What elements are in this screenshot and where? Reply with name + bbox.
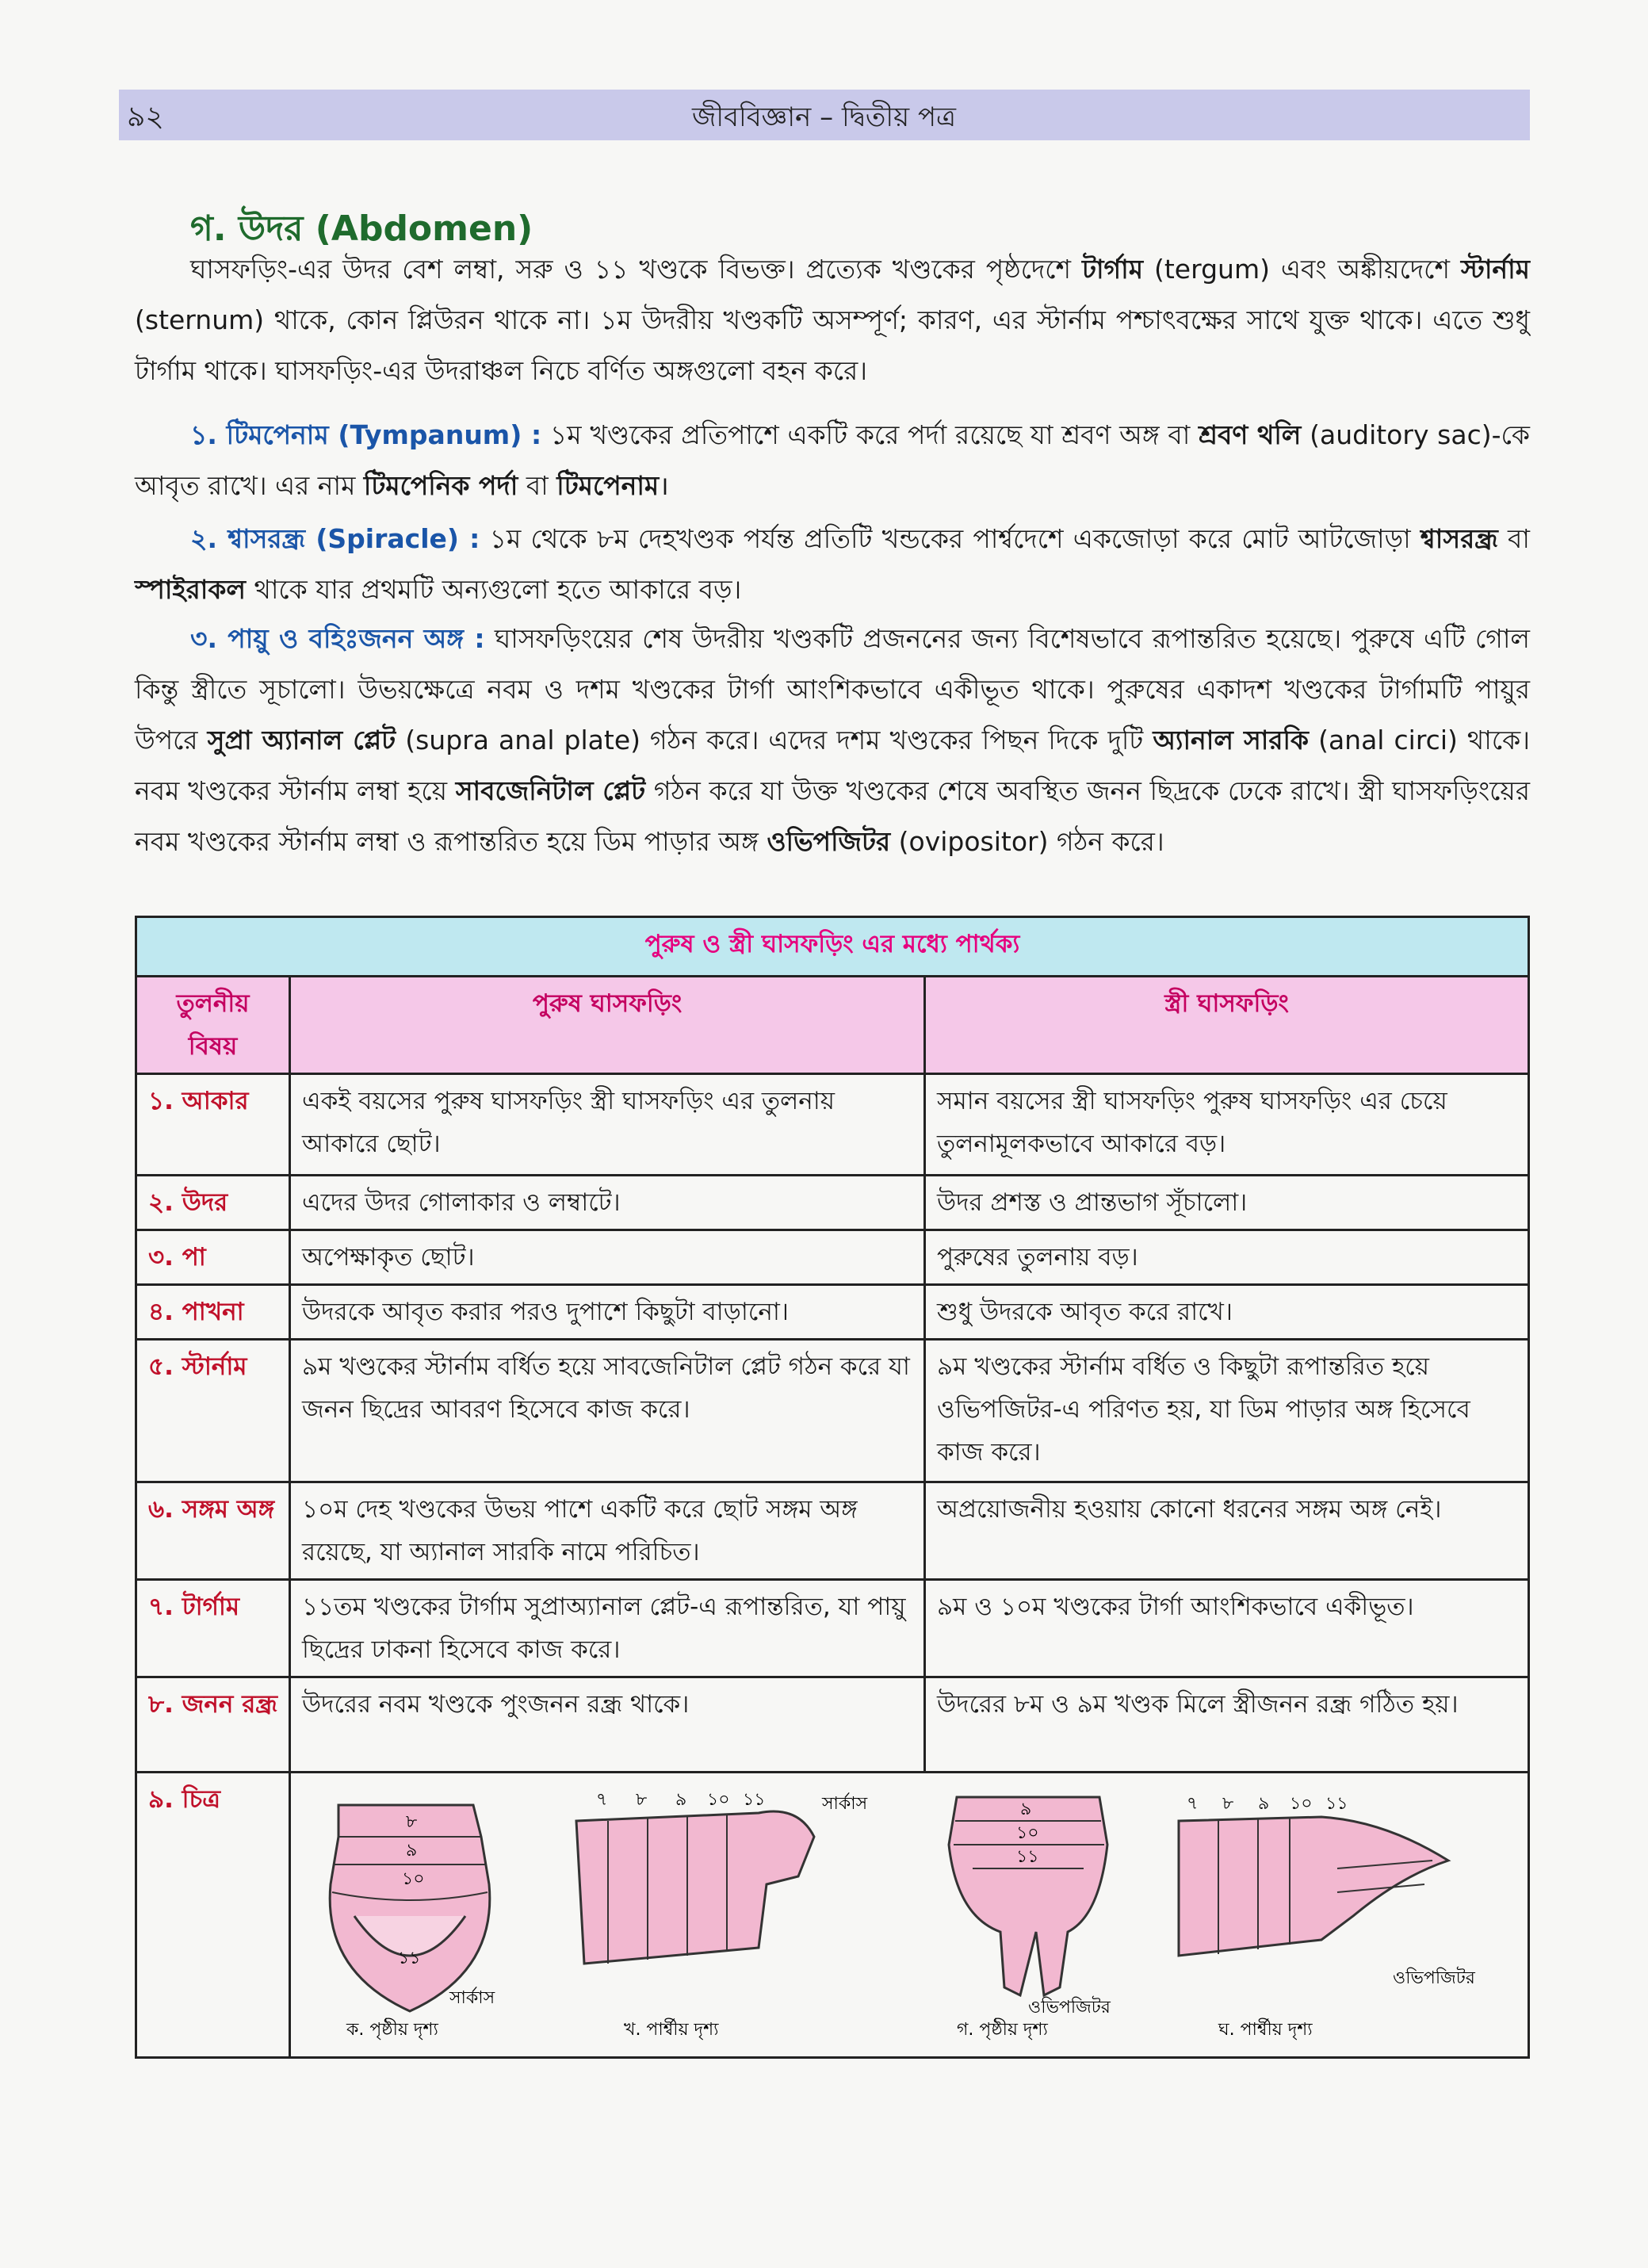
table-row <box>136 1580 1529 1677</box>
table-row <box>136 1176 1529 1230</box>
seg-label: ১০ <box>1290 1794 1313 1814</box>
female-cell: শুধু উদরকে আবৃত করে রাখে। <box>925 1285 1529 1340</box>
row-label: ৪. পাখনা <box>136 1285 290 1340</box>
seg-label: ৯ <box>1258 1794 1270 1814</box>
cercus-label: সার্কাস <box>822 1794 868 1814</box>
figure-caption: খ. পার্শ্বীয় দৃশ্য <box>624 2020 719 2040</box>
table-row <box>136 1230 1529 1285</box>
male-cell: উদরের নবম খণ্ডকে পুংজনন রন্ধ্র থাকে। <box>290 1677 925 1773</box>
row-label: ৬. সঙ্গম অঙ্গ <box>136 1482 290 1580</box>
section-heading: গ. উদর (Abdomen) <box>190 208 533 249</box>
comparison-table <box>135 916 1530 2059</box>
figure-caption: ঘ. পার্শ্বীয় দৃশ্য <box>1218 2020 1313 2040</box>
female-cell: উদর প্রশস্ত ও প্রান্তভাগ সূঁচালো। <box>925 1176 1529 1230</box>
male-cell: এদের উদর গোলাকার ও লম্বাটে। <box>290 1176 925 1230</box>
header-topic: তুলনীয় বিষয় <box>136 977 290 1074</box>
table-row <box>136 1074 1529 1176</box>
book-title: জীববিজ্ঞান – দ্বিতীয় পত্র <box>691 101 957 133</box>
row-label: ৩. পা <box>136 1230 290 1285</box>
seg-label: ৯ <box>675 1790 687 1810</box>
ovipositor-label: ওভিপজিটর <box>1028 1998 1111 2017</box>
female-dorsal-figure <box>949 1797 1111 2040</box>
seg-label: ৮ <box>406 1812 418 1832</box>
cercus-label: সার্কাস <box>449 1988 495 2008</box>
female-cell: সমান বয়সের স্ত্রী ঘাসফড়িং পুরুষ ঘাসফড়িং এর চেয়ে তুলনামূলকভাবে আকারে বড়। <box>925 1074 1529 1176</box>
female-cell: ৯ম খণ্ডকের স্টার্নাম বর্ধিত ও কিছুটা রূপান্তরিত হয়ে ওভিপজিটর-এ পরিণত হয়, যা ডিম পাড়ার অঙ্গ হিসেবে কাজ করে। <box>925 1340 1529 1482</box>
header-female: স্ত্রী ঘাসফড়িং <box>925 977 1529 1074</box>
seg-label: ১১ <box>743 1790 766 1810</box>
female-cell: অপ্রয়োজনীয় হওয়ায় কোনো ধরনের সঙ্গম অঙ্গ নেই। <box>925 1482 1529 1580</box>
male-cell: ১০ম দেহ খণ্ডকের উভয় পাশে একটি করে ছোট সঙ্গম অঙ্গ রয়েছে, যা অ্যানাল সারকি নামে পরিচিত। <box>290 1482 925 1580</box>
seg-label: ১১ <box>1016 1847 1039 1867</box>
seg-label: ৯ <box>1020 1799 1032 1819</box>
row-label: ৫. স্টার্নাম <box>136 1340 290 1482</box>
figure-cell <box>290 1773 1529 2058</box>
figure-caption: ক. পৃষ্ঠীয় দৃশ্য <box>346 2020 438 2040</box>
figure-caption: গ. পৃষ্ঠীয় দৃশ্য <box>957 2020 1048 2040</box>
row-label: ৯. চিত্র <box>136 1773 290 2058</box>
seg-label: ১০ <box>707 1790 730 1810</box>
female-lateral-figure <box>1179 1794 1476 2040</box>
male-lateral-figure <box>576 1790 868 2040</box>
row-label: ৭. টার্গাম <box>136 1580 290 1677</box>
seg-label: ৭ <box>1187 1794 1199 1814</box>
male-cell: একই বয়সের পুরুষ ঘাসফড়িং স্ত্রী ঘাসফড়িং এর তুলনায় আকারে ছোট। <box>290 1074 925 1176</box>
female-cell: উদরের ৮ম ও ৯ম খণ্ডক মিলে স্ত্রীজনন রন্ধ্র গঠিত হয়। <box>925 1677 1529 1773</box>
seg-label: ১০ <box>402 1869 425 1889</box>
page-number: ৯২ <box>127 101 164 133</box>
male-cell: অপেক্ষাকৃত ছোট। <box>290 1230 925 1285</box>
seg-label: ৮ <box>1222 1794 1234 1814</box>
intro-paragraph: ঘাসফড়িং-এর উদর বেশ লম্বা, সরু ও ১১ খণ্ডকে বিভক্ত। প্রত্যেক খণ্ডকের পৃষ্ঠদেশে টার্গাম (tergum) এবং অঙ্কীয়দেশে স্টার্নাম (sternum) থাকে, কোন প্লিউরন থাকে না। ১ম উদরীয় খণ্ডকটি অসম্পূর্ণ; কারণ, এর স্টার্নাম পশ্চাৎবক্ষের সাথে যুক্ত থাকে। এতে শুধু টার্গাম থাকে। ঘাসফড়িং-এর উদরাঞ্চল নিচে বর্ণিত অঙ্গগুলো বহন করে। <box>135 254 1531 386</box>
table-row <box>136 1677 1529 1773</box>
spiracle-paragraph: ২. শ্বাসরন্ধ্র (Spiracle) : ১ম থেকে ৮ম দেহখণ্ডক পর্যন্ত প্রতিটি খন্ডকের পার্শ্বদেশে একজোড়া করে মোট আটজোড়া শ্বাসরন্ধ্র বা স্পাইরাকল থাকে যার প্রথমটি অন্যগুলো হতে আকারে বড়। <box>135 523 1530 605</box>
seg-label: ৯ <box>406 1841 418 1861</box>
female-cell: পুরুষের তুলনায় বড়। <box>925 1230 1529 1285</box>
male-dorsal-figure <box>330 1805 495 2040</box>
seg-label: ১০ <box>1016 1823 1039 1843</box>
male-cell: ৯ম খণ্ডকের স্টার্নাম বর্ধিত হয়ে সাবজেনিটাল প্লেট গঠন করে যা জনন ছিদ্রের আবরণ হিসেবে কাজ করে। <box>290 1340 925 1482</box>
table-row <box>136 1340 1529 1482</box>
male-cell: ১১তম খণ্ডকের টার্গাম সুপ্রাঅ্যানাল প্লেট-এ রূপান্তরিত, যা পায়ু ছিদ্রের ঢাকনা হিসেবে কাজ করে। <box>290 1580 925 1677</box>
row-label: ২. উদর <box>136 1176 290 1230</box>
header-male: পুরুষ ঘাসফড়িং <box>290 977 925 1074</box>
seg-label: ৮ <box>636 1790 648 1810</box>
ovipositor-label: ওভিপজিটর <box>1393 1968 1475 1988</box>
seg-label: ১১ <box>398 1949 421 1968</box>
abdomen-figures <box>291 1773 1528 2043</box>
table-row <box>136 1773 1529 2058</box>
seg-label: ১১ <box>1325 1794 1348 1814</box>
table-row <box>136 1482 1529 1580</box>
tympanum-paragraph: ১. টিমপেনাম (Tympanum) : ১ম খণ্ডকের প্রতিপাশে একটি করে পর্দা রয়েছে যা শ্রবণ অঙ্গ বা শ্রবণ থলি (auditory sac)-কে আবৃত রাখে। এর নাম টিমপেনিক পর্দা বা টিমপেনাম। <box>135 419 1530 501</box>
female-cell: ৯ম ও ১০ম খণ্ডকের টার্গা আংশিকভাবে একীভূত। <box>925 1580 1529 1677</box>
table-caption: পুরুষ ও স্ত্রী ঘাসফড়িং এর মধ্যে পার্থক্য <box>136 917 1529 977</box>
table-row <box>136 1285 1529 1340</box>
anus-paragraph: ৩. পায়ু ও বহিঃজনন অঙ্গ : ঘাসফড়িংয়ের শেষ উদরীয় খণ্ডকটি প্রজননের জন্য বিশেষভাবে রূপান্তরিত হয়েছে। পুরুষে এটি গোল কিন্তু স্ত্রীতে সূচালো। উভয়ক্ষেত্রে নবম ও দশম খণ্ডকের টার্গা আংশিকভাবে একীভূত থাকে। পুরুষের একাদশ খণ্ডকের টার্গামটি পায়ুর উপরে সুপ্রা অ্যানাল প্লেট (supra anal plate) গঠন করে। এদের দশম খণ্ডকের পিছন দিকে দুটি অ্যানাল সারকি (anal circi) থাকে। নবম খণ্ডকের স্টার্নাম লম্বা হয়ে সাবজেনিটাল প্লেট গঠন করে যা উক্ত খণ্ডকের শেষে অবস্থিত জনন ছিদ্রকে ঢেকে রাখে। স্ত্রী ঘাসফড়িংয়ের নবম খণ্ডকের স্টার্নাম লম্বা ও রূপান্তরিত হয়ে ডিম পাড়ার অঙ্গ ওভিপজিটর (ovipositor) গঠন করে। <box>135 623 1530 857</box>
row-label: ৮. জনন রন্ধ্র <box>136 1677 290 1773</box>
seg-label: ৭ <box>596 1790 608 1810</box>
male-cell: উদরকে আবৃত করার পরও দুপাশে কিছুটা বাড়ানো। <box>290 1285 925 1340</box>
row-label: ১. আকার <box>136 1074 290 1176</box>
